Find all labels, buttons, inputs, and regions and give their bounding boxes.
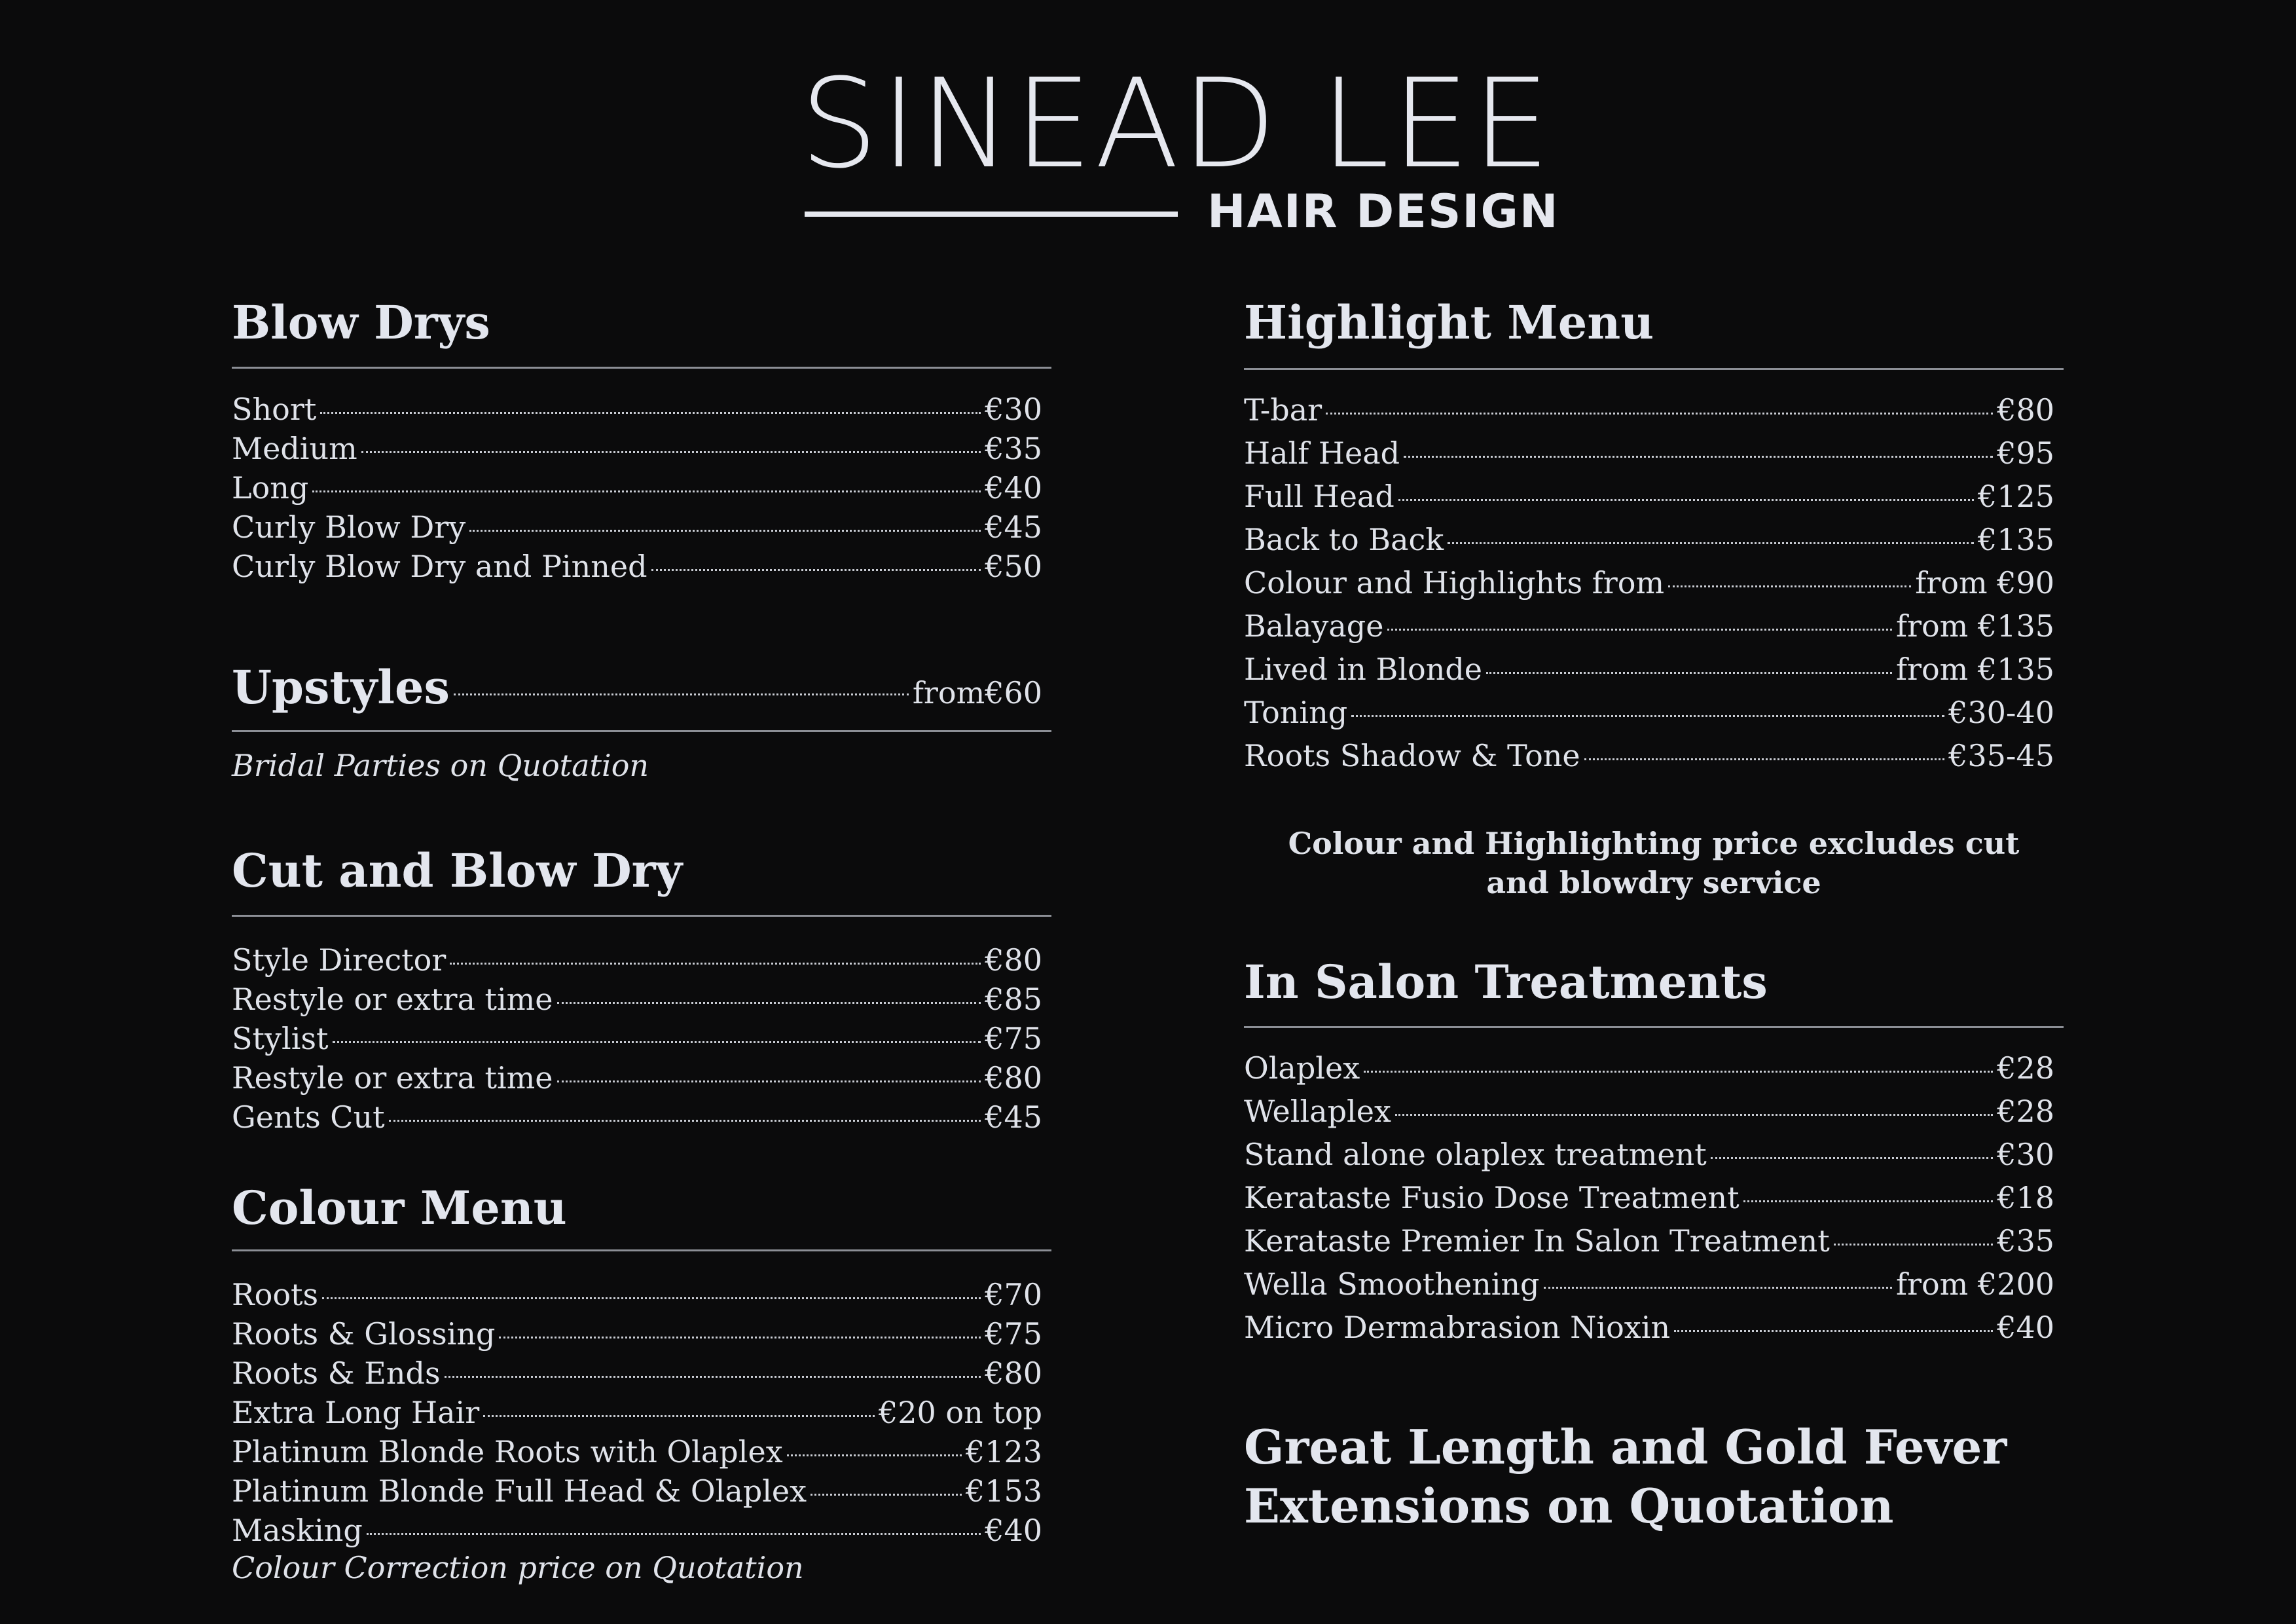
item-price: €45 <box>985 1099 1042 1135</box>
price-item <box>1244 432 2064 475</box>
price-item <box>232 940 1051 980</box>
leader-dots <box>1711 1157 1993 1159</box>
leader-dots <box>1834 1244 1993 1246</box>
leader-dots <box>1743 1200 1994 1202</box>
leader-dots <box>1584 758 1944 760</box>
extensions-line-2: Extensions on Quotation <box>1244 1478 1894 1534</box>
price-item <box>1244 388 2064 432</box>
item-name: Back to Back <box>1244 522 1444 557</box>
logo-name: SINEAD LEE <box>800 52 1553 196</box>
price-item <box>232 429 1051 468</box>
item-name: Kerataste Fusio Dose Treatment <box>1244 1180 1740 1215</box>
item-name: Restyle or extra time <box>232 982 553 1017</box>
leader-dots <box>320 412 981 414</box>
section-in-salon-treatments <box>1244 953 2064 1349</box>
section-rule <box>232 367 1051 369</box>
leader-dots <box>557 1080 981 1082</box>
section-title: Colour Menu <box>232 1181 567 1235</box>
leader-dots <box>1404 456 1993 458</box>
upstyles-row <box>232 658 1051 717</box>
leader-dots <box>1364 1071 1993 1073</box>
leader-dots <box>1395 1114 1993 1116</box>
section-upstyles <box>232 658 1051 783</box>
section-highlight-menu <box>1244 293 2064 777</box>
section-rule <box>232 730 1051 732</box>
price-item <box>1244 1219 2064 1263</box>
section-title: Upstyles <box>232 660 450 714</box>
item-price: €153 <box>965 1473 1042 1509</box>
item-price: €80 <box>985 1060 1042 1096</box>
section-extensions <box>1244 1418 2064 1536</box>
highlighting-note <box>1244 824 2064 902</box>
price-item <box>232 390 1051 429</box>
item-name: Extra Long Hair <box>232 1395 480 1430</box>
item-price: €70 <box>985 1277 1042 1312</box>
item-name: Wella Smoothening <box>1244 1266 1540 1302</box>
item-price: €75 <box>985 1021 1042 1056</box>
price-item <box>232 1354 1051 1393</box>
price-item <box>232 1098 1051 1137</box>
item-name: Stylist <box>232 1021 329 1056</box>
price-item <box>1244 604 2064 648</box>
item-name: Kerataste Premier In Salon Treatment <box>1244 1223 1830 1259</box>
section-title: Cut and Blow Dry <box>232 843 683 898</box>
price-item <box>232 1432 1051 1471</box>
price-list <box>232 940 1051 1137</box>
bridal-note: Bridal Parties on Quotation <box>232 748 649 783</box>
item-name: Roots <box>232 1277 319 1312</box>
price-item <box>1244 518 2064 561</box>
section-rule <box>232 1249 1051 1251</box>
section-blow-drys <box>232 293 1051 586</box>
item-name: Half Head <box>1244 435 1400 471</box>
leader-dots <box>469 530 981 532</box>
item-name: T-bar <box>1244 392 1322 428</box>
section-title: Blow Drys <box>232 295 490 350</box>
price-item <box>1244 691 2064 734</box>
section-rule <box>1244 1026 2064 1028</box>
item-price: €28 <box>1997 1094 2054 1129</box>
item-name: Restyle or extra time <box>232 1060 553 1096</box>
price-item <box>1244 1176 2064 1219</box>
item-name: Wellaplex <box>1244 1094 1391 1129</box>
leader-dots <box>367 1533 981 1535</box>
item-price: €80 <box>1997 392 2054 428</box>
price-item <box>232 1511 1051 1550</box>
price-item <box>1244 1263 2064 1306</box>
price-item <box>232 507 1051 547</box>
item-price: €125 <box>1977 479 2054 514</box>
leader-dots <box>651 569 981 571</box>
item-price: €30 <box>1997 1137 2054 1172</box>
leader-dots <box>322 1297 981 1299</box>
leader-dots <box>557 1002 981 1004</box>
price-item <box>1244 475 2064 518</box>
price-item <box>1244 1133 2064 1176</box>
section-cut-blow-dry <box>232 841 1051 1137</box>
section-rule <box>232 915 1051 917</box>
item-name: Short <box>232 392 317 427</box>
item-price: €80 <box>985 1356 1042 1391</box>
price-list <box>1244 388 2064 777</box>
item-price: €45 <box>985 509 1042 545</box>
item-price: €35-45 <box>1948 738 2054 773</box>
leader-dots <box>389 1120 981 1122</box>
price-item <box>232 1471 1051 1511</box>
leader-dots <box>333 1041 981 1043</box>
price-item <box>232 547 1051 586</box>
item-price: €80 <box>985 942 1042 978</box>
item-price: €35 <box>1997 1223 2054 1259</box>
price-item <box>1244 1306 2064 1349</box>
section-title: Highlight Menu <box>1244 295 1654 350</box>
item-name: Lived in Blonde <box>1244 652 1483 687</box>
item-price: €40 <box>1997 1310 2054 1345</box>
leader-dots <box>450 963 981 965</box>
section-title: In Salon Treatments <box>1244 955 1768 1009</box>
item-price: from€60 <box>912 675 1042 710</box>
item-price: €95 <box>1997 435 2054 471</box>
leader-dots <box>483 1415 875 1417</box>
price-item <box>1244 561 2064 604</box>
item-name: Stand alone olaplex treatment <box>1244 1137 1707 1172</box>
item-price: €50 <box>985 549 1042 584</box>
leader-dots <box>787 1454 962 1456</box>
item-price: €40 <box>985 1513 1042 1548</box>
price-item <box>232 980 1051 1019</box>
item-price: €18 <box>1997 1180 2054 1215</box>
item-name: Style Director <box>232 942 446 978</box>
item-name: Toning <box>1244 695 1348 730</box>
item-name: Roots & Ends <box>232 1356 441 1391</box>
leader-dots <box>445 1376 981 1378</box>
leader-dots <box>1448 542 1974 544</box>
item-name: Curly Blow Dry <box>232 509 466 545</box>
item-name: Platinum Blonde Full Head & Olaplex <box>232 1473 807 1509</box>
item-price: from €135 <box>1895 608 2054 644</box>
item-price: €20 on top <box>879 1395 1042 1430</box>
item-price: from €200 <box>1895 1266 2054 1302</box>
logo-rule <box>805 212 1178 217</box>
leader-dots <box>1398 499 1974 501</box>
price-item <box>1244 648 2064 691</box>
leader-dots <box>1387 629 1892 631</box>
item-name: Curly Blow Dry and Pinned <box>232 549 647 584</box>
price-item <box>1244 1046 2064 1090</box>
item-price: from €135 <box>1895 652 2054 687</box>
logo-subtitle: HAIR DESIGN <box>1207 185 1559 238</box>
price-item <box>232 1314 1051 1354</box>
leader-dots <box>454 693 909 695</box>
price-item <box>232 1393 1051 1432</box>
price-item <box>232 1019 1051 1058</box>
price-list <box>232 1275 1051 1550</box>
item-name: Gents Cut <box>232 1099 385 1135</box>
item-name: Roots Shadow & Tone <box>1244 738 1580 773</box>
item-price: €135 <box>1977 522 2054 557</box>
section-rule <box>1244 368 2064 370</box>
leader-dots <box>1544 1287 1892 1289</box>
item-price: from €90 <box>1915 565 2054 600</box>
item-price: €75 <box>985 1316 1042 1352</box>
item-name: Roots & Glossing <box>232 1316 496 1352</box>
item-price: €30-40 <box>1948 695 2054 730</box>
item-price: €35 <box>985 431 1042 466</box>
leader-dots <box>1326 413 1993 415</box>
extensions-line-1: Great Length and Gold Fever <box>1244 1419 2007 1475</box>
item-name: Olaplex <box>1244 1050 1360 1086</box>
leader-dots <box>1351 715 1944 717</box>
item-price: €30 <box>985 392 1042 427</box>
item-price: €85 <box>985 982 1042 1017</box>
leader-dots <box>1486 672 1892 674</box>
item-price: €40 <box>985 470 1042 506</box>
price-item <box>232 468 1051 507</box>
item-name: Micro Dermabrasion Nioxin <box>1244 1310 1671 1345</box>
item-name: Platinum Blonde Roots with Olaplex <box>232 1434 783 1469</box>
item-name: Medium <box>232 431 357 466</box>
colour-correction-note: Colour Correction price on Quotation <box>232 1550 804 1585</box>
item-price: €123 <box>965 1434 1042 1469</box>
price-list <box>1244 1046 2064 1349</box>
leader-dots <box>312 490 981 492</box>
section-colour-menu <box>232 1179 1051 1585</box>
price-item <box>232 1275 1051 1314</box>
item-name: Colour and Highlights from <box>1244 565 1665 600</box>
salon-logo <box>800 52 1559 252</box>
leader-dots <box>1668 585 1911 587</box>
item-name: Long <box>232 470 309 506</box>
leader-dots <box>361 451 981 453</box>
highlighting-note-line-1: Colour and Highlighting price excludes cut <box>1288 826 2020 861</box>
item-name: Full Head <box>1244 479 1394 514</box>
item-name: Balayage <box>1244 608 1384 644</box>
highlighting-note-line-2: and blowdry service <box>1486 865 1821 900</box>
leader-dots <box>499 1337 981 1338</box>
price-list <box>232 390 1051 586</box>
item-name: Masking <box>232 1513 363 1548</box>
leader-dots <box>1674 1330 1993 1332</box>
price-item <box>1244 1090 2064 1133</box>
item-price: €28 <box>1997 1050 2054 1086</box>
price-item <box>1244 734 2064 777</box>
price-item <box>232 1058 1051 1098</box>
leader-dots <box>811 1494 962 1496</box>
